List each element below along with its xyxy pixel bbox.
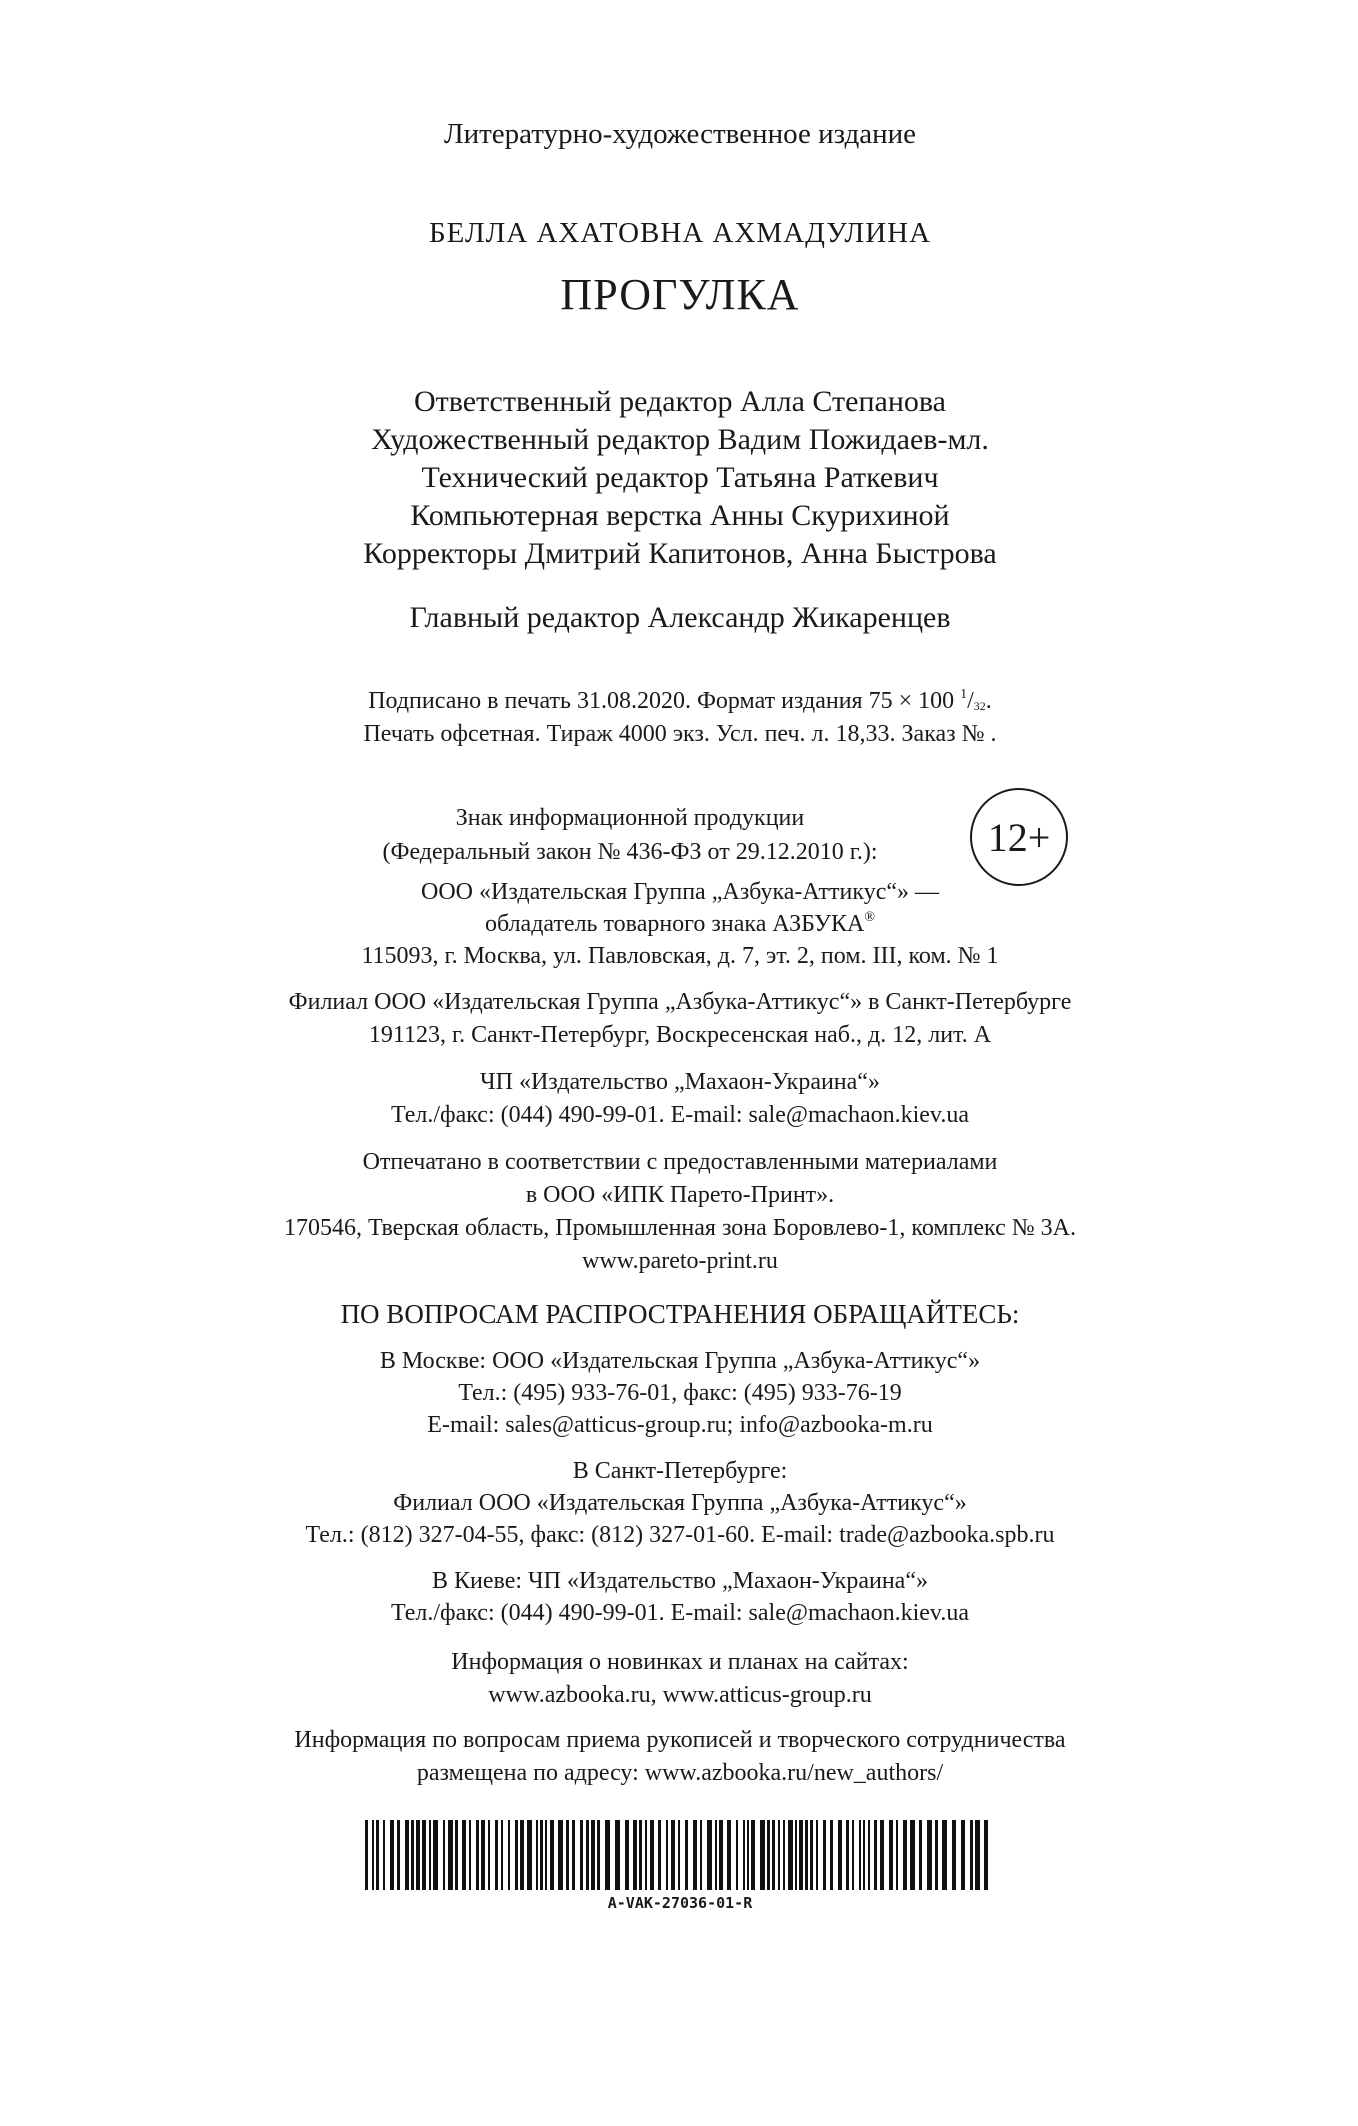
barcode-bar <box>591 1820 595 1890</box>
print-info-line-2: Печать офсетная. Тираж 4000 экз. Усл. печ. л. 18,33. Заказ № . <box>363 721 997 747</box>
barcode-bar <box>615 1820 620 1890</box>
barcode-bar <box>365 1820 368 1890</box>
barcode-bar <box>411 1820 414 1890</box>
barcode-bar <box>805 1820 808 1890</box>
barcode-bar <box>536 1820 538 1890</box>
barcode-bar <box>859 1820 861 1890</box>
barcode-bar <box>868 1820 870 1890</box>
barcode-bar <box>469 1820 471 1890</box>
barcode-bar <box>405 1820 409 1890</box>
barcode-bar <box>823 1820 826 1890</box>
publisher-address: 115093, г. Москва, ул. Павловская, д. 7, эт. 2, пом. III, ком. № 1 <box>361 943 999 969</box>
barcode-bar <box>846 1820 849 1890</box>
barcode-bar <box>810 1820 813 1890</box>
barcode-bar <box>743 1820 745 1890</box>
barcode-bar <box>935 1820 938 1890</box>
manuscripts-line-1: Информация по вопросам приема рукописей и творческого сотрудничества <box>294 1727 1066 1753</box>
barcode-bar <box>448 1820 453 1890</box>
printer-website: www.pareto-print.ru <box>582 1248 778 1274</box>
barcode-bar <box>545 1820 547 1890</box>
branch-line-1: Филиал ООО «Издательская Группа „Азбука-Аттикус“» в Санкт-Петербурге <box>288 989 1072 1015</box>
print-info-line-1: Подписано в печать 31.08.2020. Формат издания 75 × 100 $^1$/32. <box>368 687 992 714</box>
printer-line-1: Отпечатано в соответствии с предоставленными материалами <box>362 1149 998 1175</box>
barcode-bar <box>795 1820 797 1890</box>
barcode-bar <box>550 1820 554 1890</box>
websites-line-1: Информация о новинках и планах на сайтах: <box>451 1649 909 1675</box>
barcode-bar <box>715 1820 717 1890</box>
barcode-bar <box>693 1820 697 1890</box>
barcode-bar <box>736 1820 738 1890</box>
kiev-line-1: В Киеве: ЧП «Издательство „Махаон-Украина“» <box>432 1568 928 1594</box>
spb-line-1: В Санкт-Петербурге: <box>572 1458 788 1484</box>
barcode-bar <box>650 1820 654 1890</box>
barcode-bar <box>658 1820 661 1890</box>
barcode-bar <box>383 1820 385 1890</box>
publisher-line-2: обладатель товарного знака АЗБУКА® <box>484 910 876 937</box>
barcode-bar <box>481 1820 485 1890</box>
barcode-bar <box>580 1820 583 1890</box>
barcode-bar <box>605 1820 610 1890</box>
barcode <box>365 1820 995 1920</box>
barcode-bar <box>462 1820 466 1890</box>
barcode-bar <box>751 1820 755 1890</box>
barcode-bar <box>838 1820 842 1890</box>
barcode-bar <box>372 1820 374 1890</box>
distribution-heading: ПО ВОПРОСАМ РАСПРОСТРАНЕНИЯ ОБРАЩАЙТЕСЬ: <box>340 1299 1020 1329</box>
barcode-bar <box>633 1820 637 1890</box>
edition-type: Литературно-художественное издание <box>443 118 917 150</box>
barcode-bar <box>566 1820 569 1890</box>
barcode-bar <box>975 1820 980 1890</box>
barcode-bar <box>889 1820 893 1890</box>
barcode-bar <box>927 1820 932 1890</box>
barcode-bar <box>501 1820 503 1890</box>
barcode-bar <box>508 1820 510 1890</box>
barcode-bar <box>645 1820 647 1890</box>
fraction-denominator: 32 <box>973 699 986 713</box>
websites-line-2: www.azbooka.ru, www.atticus-group.ru <box>488 1682 872 1708</box>
barcode-bar <box>942 1820 947 1890</box>
barcode-bar <box>488 1820 490 1890</box>
barcode-bar <box>625 1820 629 1890</box>
barcode-bar <box>880 1820 884 1890</box>
author-name: БЕЛЛА АХАТОВНА АХМАДУЛИНА <box>428 217 932 249</box>
barcode-bar <box>874 1820 877 1890</box>
barcode-bar <box>666 1820 668 1890</box>
barcode-bar <box>495 1820 498 1890</box>
rating-label: Знак информационной продукции <box>455 805 805 831</box>
age-rating-block <box>300 788 1100 888</box>
barcode-bar <box>515 1820 518 1890</box>
book-title: ПРОГУЛКА <box>560 270 800 319</box>
barcode-bar <box>397 1820 400 1890</box>
barcode-bar <box>455 1820 458 1890</box>
barcode-bar <box>443 1820 445 1890</box>
barcode-bar <box>639 1820 642 1890</box>
barcode-bar <box>772 1820 775 1890</box>
kiev-line-2: Тел./факс: (044) 490-99-01. E-mail: sale@machaon.kiev.ua <box>390 1600 970 1626</box>
barcode-bar <box>961 1820 965 1890</box>
barcode-bar <box>558 1820 563 1890</box>
barcode-bar <box>830 1820 833 1890</box>
barcode-bar <box>910 1820 915 1890</box>
rating-law: (Федеральный закон № 436-ФЗ от 29.12.2010 г.): <box>382 839 878 865</box>
moscow-line-2: Тел.: (495) 933-76-01, факс: (495) 933-76-19 <box>458 1380 902 1406</box>
spb-line-3: Тел.: (812) 327-04-55, факс: (812) 327-01-60. E-mail: trade@azbooka.spb.ru <box>305 1522 1055 1548</box>
barcode-bar <box>597 1820 600 1890</box>
ukraine-line-1: ЧП «Издательство „Махаон-Украина“» <box>480 1069 880 1095</box>
barcode-bar <box>685 1820 688 1890</box>
barcode-bar <box>788 1820 793 1890</box>
barcode-bar <box>816 1820 818 1890</box>
moscow-line-1: В Москве: ООО «Издательская Группа „Азбука-Аттикус“» <box>379 1348 981 1374</box>
barcode-bar <box>852 1820 854 1890</box>
barcode-bar <box>747 1820 749 1890</box>
barcode-bar <box>671 1820 675 1890</box>
barcode-bar <box>700 1820 702 1890</box>
barcode-bar <box>896 1820 898 1890</box>
credit-line: Технический редактор Татьяна Раткевич <box>421 461 939 494</box>
ukraine-line-2: Тел./факс: (044) 490-99-01. E-mail: sale@machaon.kiev.ua <box>390 1102 970 1128</box>
barcode-bar <box>903 1820 907 1890</box>
barcode-bar <box>540 1820 543 1890</box>
barcode-bar <box>376 1820 379 1890</box>
barcode-bar <box>527 1820 532 1890</box>
barcode-bar <box>422 1820 426 1890</box>
credit-line: Компьютерная верстка Анны Скурихиной <box>410 499 950 532</box>
barcode-bar <box>390 1820 394 1890</box>
manuscripts-line-2: размещена по адресу: www.azbooka.ru/new_authors/ <box>416 1760 944 1786</box>
barcode-bar <box>783 1820 785 1890</box>
barcode-bar <box>719 1820 723 1890</box>
spb-line-2: Филиал ООО «Издательская Группа „Азбука-Аттикус“» <box>393 1490 967 1516</box>
barcode-bar <box>707 1820 712 1890</box>
barcode-bar <box>984 1820 988 1890</box>
barcode-bar <box>727 1820 731 1890</box>
credit-line: Художественный редактор Вадим Пожидаев-мл. <box>371 423 989 456</box>
credit-line: Ответственный редактор Алла Степанова <box>414 385 946 418</box>
barcode-bar <box>586 1820 589 1890</box>
publisher-line-1: ООО «Издательская Группа „Азбука-Аттикус“» — <box>421 879 939 905</box>
barcode-bar <box>476 1820 479 1890</box>
barcode-bar <box>760 1820 765 1890</box>
barcode-bar <box>970 1820 973 1890</box>
barcode-bar <box>767 1820 770 1890</box>
barcode-bars <box>365 1820 995 1890</box>
barcode-bar <box>678 1820 680 1890</box>
printer-line-3: 170546, Тверская область, Промышленная зона Боровлево-1, комплекс № 3А. <box>284 1215 1076 1241</box>
barcode-bar <box>572 1820 575 1890</box>
moscow-line-3: E-mail: sales@atticus-group.ru; info@azbooka-m.ru <box>427 1412 933 1438</box>
barcode-bar <box>952 1820 956 1890</box>
barcode-bar <box>520 1820 524 1890</box>
credit-line: Корректоры Дмитрий Капитонов, Анна Быстрова <box>363 537 997 570</box>
barcode-bar <box>919 1820 922 1890</box>
age-rating-mark: 12+ <box>970 788 1068 886</box>
chief-editor: Главный редактор Александр Жикаренцев <box>409 601 951 634</box>
barcode-bar <box>778 1820 780 1890</box>
trademark-symbol: ® <box>864 910 876 925</box>
barcode-text: A-VAK-27036-01-R <box>607 1894 753 1912</box>
barcode-bar <box>799 1820 803 1890</box>
barcode-bar <box>416 1820 420 1890</box>
branch-line-2: 191123, г. Санкт-Петербург, Воскресенская наб., д. 12, лит. А <box>368 1022 992 1048</box>
fraction-numerator: 1 <box>960 687 968 702</box>
barcode-bar <box>433 1820 438 1890</box>
printer-line-2: в ООО «ИПК Парето-Принт». <box>525 1182 835 1208</box>
barcode-bar <box>863 1820 865 1890</box>
barcode-bar <box>429 1820 431 1890</box>
